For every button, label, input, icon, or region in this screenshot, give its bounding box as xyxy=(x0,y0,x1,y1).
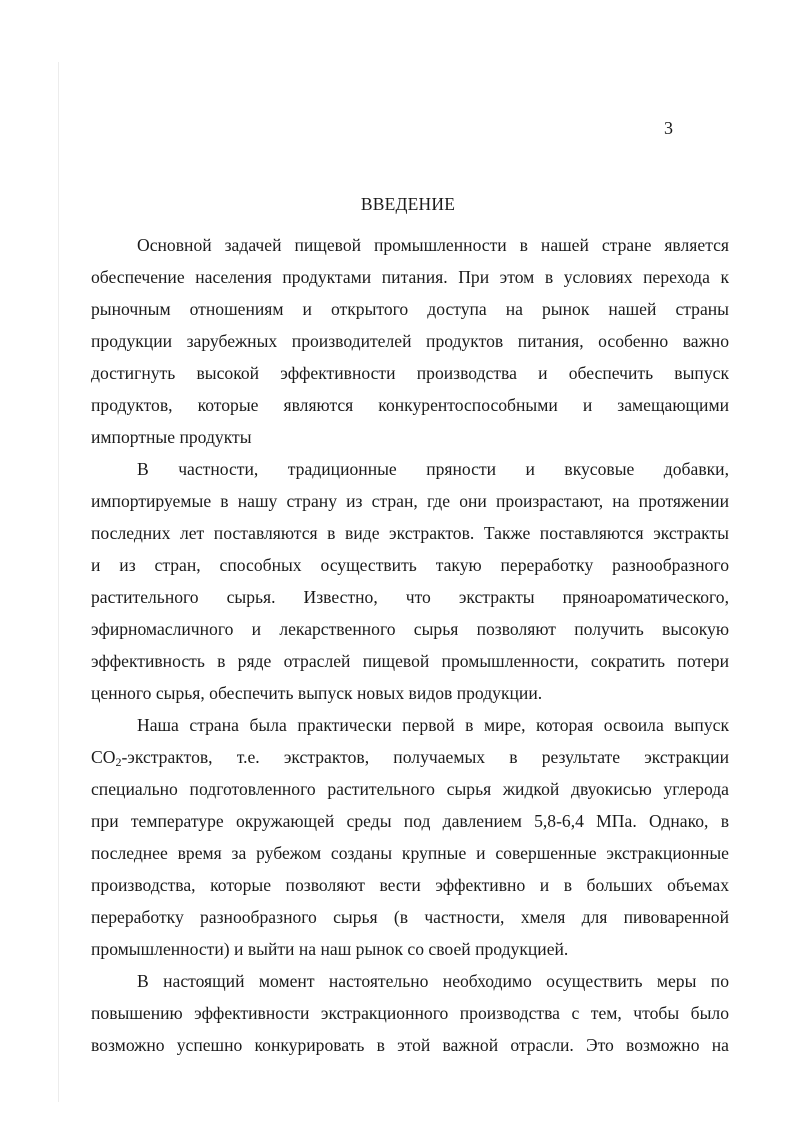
text-line: промышленности) и выйти на наш рынок со своей продукцией. xyxy=(91,939,569,959)
text-line: эффективность в ряде отраслей пищевой промышленности, сократить потери xyxy=(91,651,729,671)
text-line: обеспечение населения продуктами питания. При этом в условиях перехода к xyxy=(91,267,729,287)
text-line: переработку разнообразного сырья (в частности, хмеля для пивоваренной xyxy=(91,907,729,927)
text-line: рыночным отношениям и открытого доступа на рынок нашей страны xyxy=(91,299,729,319)
co2-prefix: CO xyxy=(91,747,116,767)
text-line: Наша страна была практически первой в мире, которая освоила выпуск xyxy=(137,715,729,735)
text-line: достигнуть высокой эффективности производства и обеспечить выпуск xyxy=(91,363,729,383)
scan-edge-line xyxy=(58,62,59,1102)
text-line: возможно успешно конкурировать в этой важной отрасли. Это возможно на xyxy=(91,1035,729,1055)
text-line: эфирномасличного и лекарственного сырья позволяют получить высокую xyxy=(91,619,729,639)
text-line: В настоящий момент настоятельно необходимо осуществить меры по xyxy=(137,971,729,991)
text-line: импортные продукты xyxy=(91,427,252,447)
text-line: растительного сырья. Известно, что экстракты пряноароматического, xyxy=(91,587,729,607)
text-line xyxy=(91,741,729,773)
text-line: Основной задачей пищевой промышленности в нашей стране является xyxy=(137,235,729,255)
text-line: последнее время за рубежом созданы крупные и совершенные экстракционные xyxy=(91,843,729,863)
text-line: последних лет поставляются в виде экстрактов. Также поставляются экстракты xyxy=(91,523,729,543)
text-line: специально подготовленного растительного сырья жидкой двуокисью углерода xyxy=(91,779,729,799)
co2-subscript: 2 xyxy=(115,755,122,769)
text-line: продуктов, которые являются конкурентоспособными и замещающими xyxy=(91,395,729,415)
text-line: повышению эффективности экстракционного производства с тем, чтобы было xyxy=(91,1003,729,1023)
text-line: В частности, традиционные пряности и вкусовые добавки, xyxy=(137,459,729,479)
text-line: продукции зарубежных производителей продуктов питания, особенно важно xyxy=(91,331,729,351)
text-line: производства, которые позволяют вести эффективно и в больших объемах xyxy=(91,875,729,895)
page-number: 3 xyxy=(664,118,673,138)
co2-suffix: -экстрактов, т.е. экстрактов, получаемых в результате экстракции xyxy=(121,747,729,767)
text-line: импортируемые в нашу страну из стран, где они произрастают, на протяжении xyxy=(91,491,729,511)
text-line: ценного сырья, обеспечить выпуск новых видов продукции. xyxy=(91,683,543,703)
section-heading: ВВЕДЕНИЕ xyxy=(360,194,456,214)
text-line: при температуре окружающей среды под давлением 5,8-6,4 МПа. Однако, в xyxy=(91,811,729,831)
text-line: и из стран, способных осуществить такую переработку разнообразного xyxy=(91,555,729,575)
